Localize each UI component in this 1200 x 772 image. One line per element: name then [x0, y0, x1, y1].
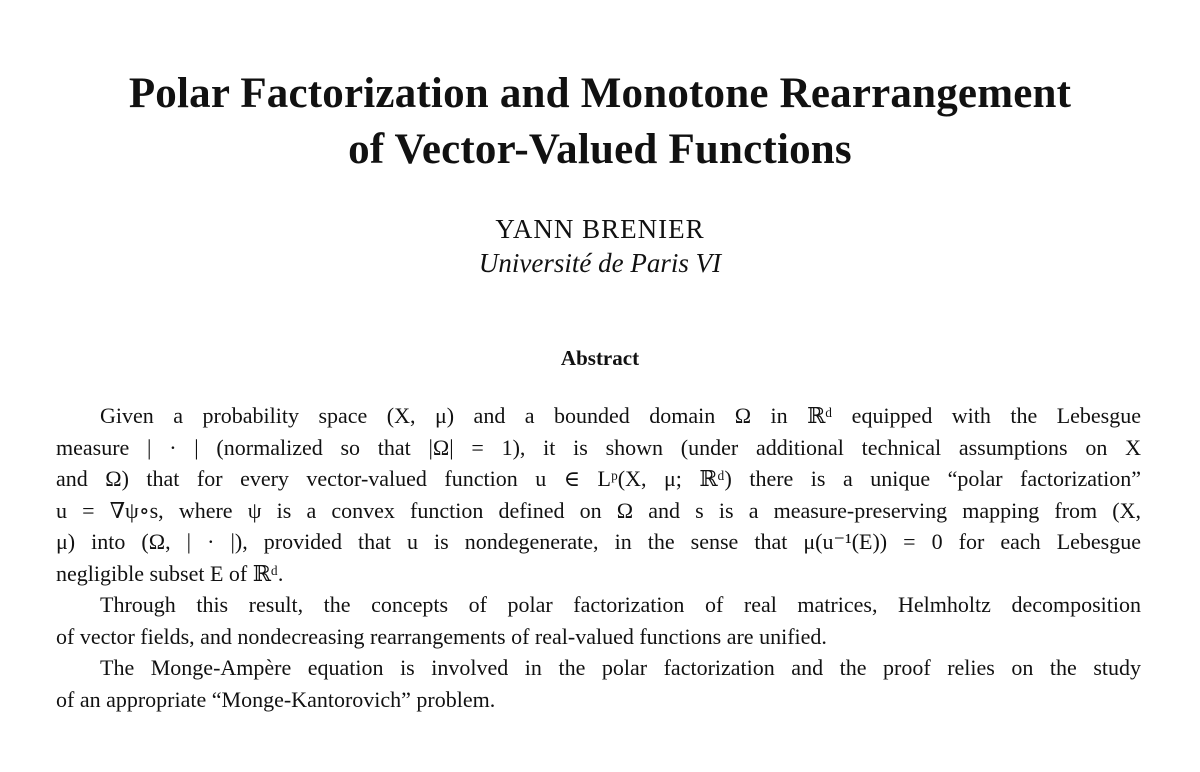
abstract-line: and Ω) that for every vector-valued function u ∈ Lᵖ(X, μ; ℝᵈ) there is a unique “polar factorization” [56, 466, 1141, 491]
abstract-line: μ) into (Ω, | · |), provided that u is nondegenerate, in the sense that μ(u⁻¹(E)) = 0 for each Lebesgue [56, 529, 1141, 554]
abstract-paragraph-3 [56, 652, 1141, 715]
abstract-paragraph-1 [56, 400, 1141, 589]
abstract-line: Given a probability space (X, μ) and a bounded domain Ω in ℝᵈ equipped with the Lebesgue [100, 403, 1141, 428]
abstract-line: u = ∇ψ∘s, where ψ is a convex function defined on Ω and s is a measure-preserving mapping from (X, [56, 497, 1141, 523]
author-name: YANN BRENIER [495, 214, 705, 244]
title-line-2: of Vector-Valued Functions [348, 126, 852, 173]
title-line-1: Polar Factorization and Monotone Rearrangement [128, 70, 1072, 117]
author-affiliation: Université de Paris VI [478, 248, 722, 278]
abstract-line: measure | · | (normalized so that |Ω| = 1), it is shown (under additional technical assumptions on X [56, 434, 1141, 460]
abstract-line: of vector fields, and nondecreasing rearrangements of real-valued functions are unified. [56, 623, 827, 649]
abstract-line: The Monge-Ampère equation is involved in the polar factorization and the proof relies on the study [100, 655, 1141, 680]
paper-title [0, 66, 1200, 178]
abstract-body [56, 400, 1141, 715]
abstract-heading: Abstract [560, 346, 640, 370]
abstract-line: of an appropriate “Monge-Kantorovich” problem. [56, 686, 496, 712]
abstract-line: negligible subset E of ℝᵈ. [56, 560, 284, 586]
abstract-line: Through this result, the concepts of polar factorization of real matrices, Helmholtz decomposition [100, 592, 1141, 617]
abstract-paragraph-2 [56, 589, 1141, 652]
